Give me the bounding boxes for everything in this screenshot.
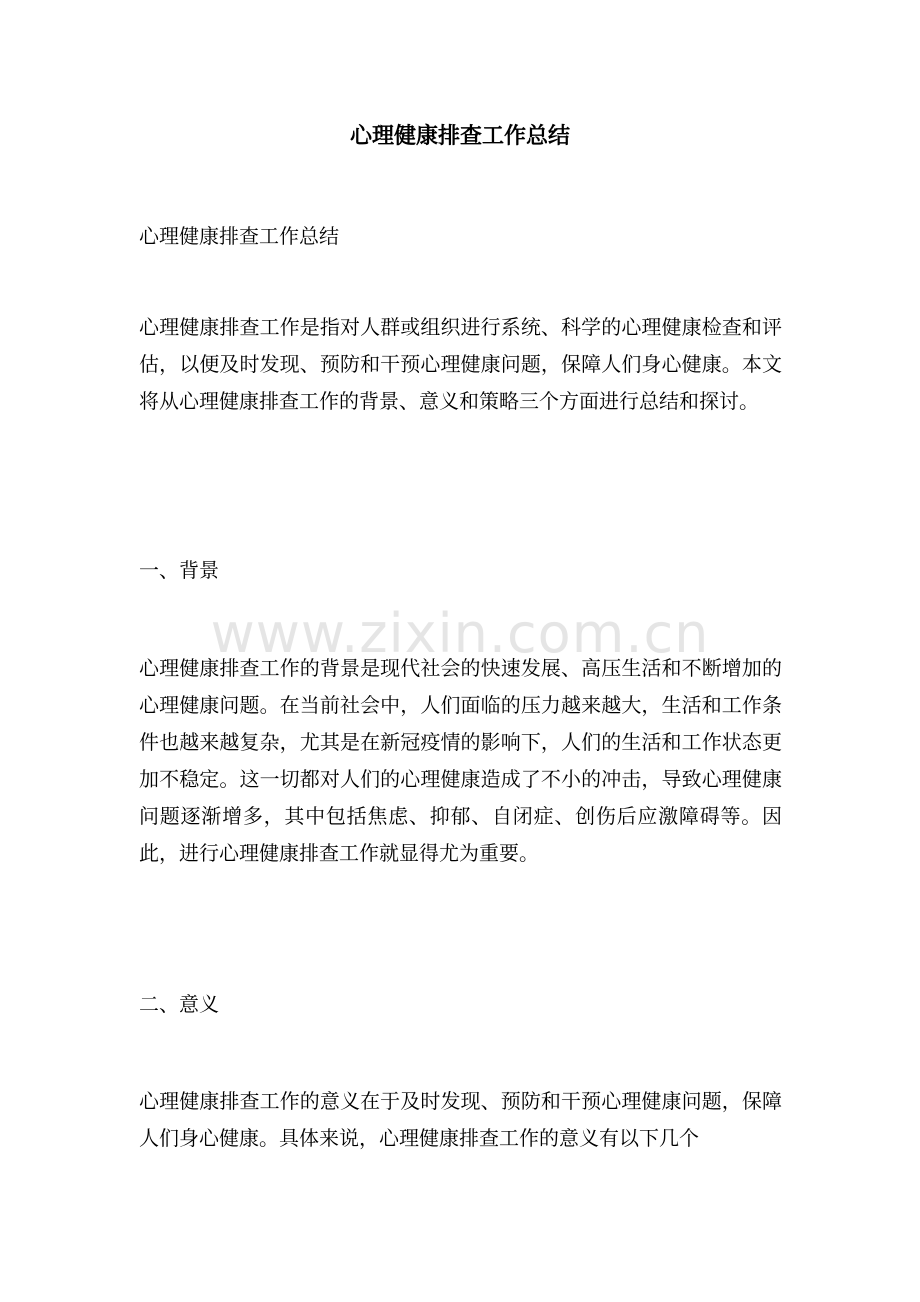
significance-paragraph: 心理健康排查工作的意义在于及时发现、预防和干预心理健康问题，保障人们身心健康。具体来说，心理健康排查工作的意义有以下几个 <box>139 1089 782 1150</box>
section-heading-background: 一、背景 <box>139 558 219 582</box>
background-paragraph: 心理健康排查工作的背景是现代社会的快速发展、高压生活和不断增加的心理健康问题。在当前社会中，人们面临的压力越来越大，生活和工作条件也越来越复杂，尤其是在新冠疫情的影响下，人们的生活和工作状态更加不稳定。这一切都对人们的心理健康造成了不小的冲击，导致心理健康问题逐渐增多，其中包括焦虑、抑郁、自闭症、创伤后应激障碍等。因此，进行心理健康排查工作就显得尤为重要。 <box>139 656 782 865</box>
watermark: www.zixin.com.cn <box>210 602 710 665</box>
document-subtitle: 心理健康排查工作总结 <box>139 224 339 248</box>
section-heading-significance: 二、意义 <box>139 992 219 1016</box>
intro-paragraph: 心理健康排查工作是指对人群或组织进行系统、科学的心理健康检查和评估，以便及时发现、预防和干预心理健康问题，保障人们身心健康。本文将从心理健康排查工作的背景、意义和策略三个方面进行总结和探讨。 <box>139 315 782 413</box>
document-title: 心理健康排查工作总结 <box>349 123 570 149</box>
